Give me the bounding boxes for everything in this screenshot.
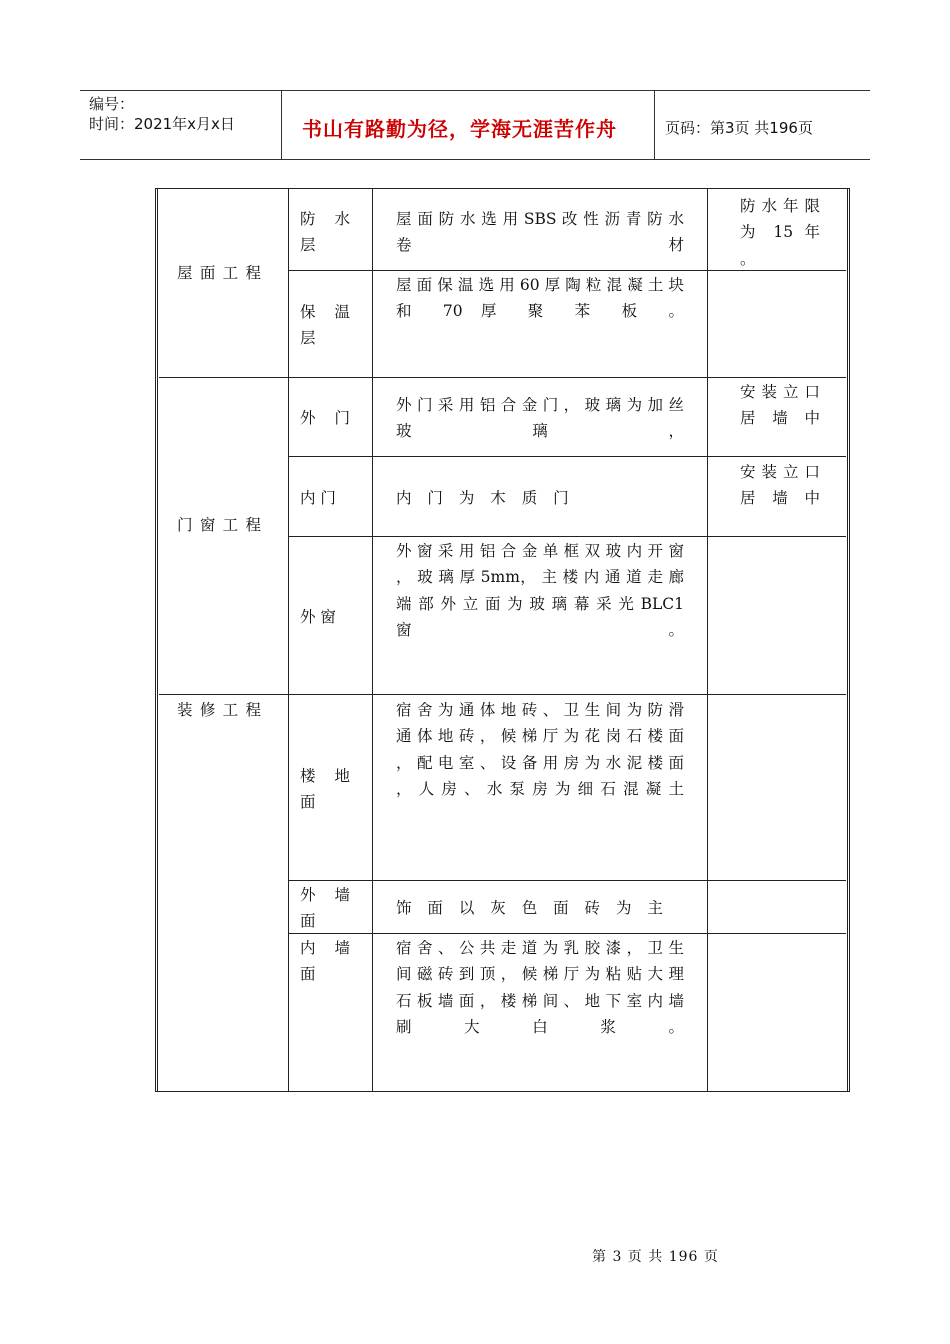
remark-interior-door: 安 装 立 口 居 墙 中: [740, 463, 820, 508]
description-floor: 宿 舍 为 通 体 地 砖 、 卫 生 间 为 防 滑 通 体 地 砖 ， 候 梯 厅 为 花 岗 石 楼 面 ， 配 电 室 、 设 备 用 房 为 水 泥 楼 面 ， 人 房 、 水 泵 房 为 细 石 混 凝 土: [396, 701, 684, 798]
table-bottom-border: [155, 1091, 850, 1092]
row-separator: [288, 933, 846, 934]
document-number-label: 编号：: [89, 95, 135, 113]
page-header: [80, 90, 870, 160]
description-interior-wall: 宿 舍 、 公 共 走 道 为 乳 胶 漆 ， 卫 生 间 磁 砖 到 顶 ， 候 梯 厅 为 粘 贴 大 理 石 板 墙 面 ， 楼 梯 间 、 地 下 室 内 墙 刷 大 白 浆 。: [396, 939, 684, 1036]
description-exterior-door: 外 门 采 用 铝 合 金 门 ， 玻 璃 为 加 丝 玻 璃 ，: [396, 396, 684, 441]
row-separator: [288, 456, 846, 457]
item-floor: 楼 地 面: [300, 767, 350, 812]
item-exterior-window: 外 窗: [300, 608, 336, 626]
item-interior-wall: 内 墙 面: [300, 939, 350, 984]
section-separator: [159, 377, 846, 378]
table-top-border: [155, 188, 850, 189]
item-exterior-wall: 外 墙 面: [300, 886, 350, 931]
category-roof: 屋 面 工 程: [177, 264, 261, 282]
header-motto: 书山有路勤为径，学海无涯苦作舟: [302, 117, 617, 141]
header-page-info: 页码：第3页 共196页: [665, 119, 813, 137]
document-date: 时间：2021年x月x日: [89, 115, 235, 133]
construction-table: [155, 188, 850, 1092]
row-separator: [288, 880, 846, 881]
table-right-border: [847, 188, 850, 1092]
page-footer: 第 3 页 共 196 页: [592, 1249, 719, 1265]
item-interior-door: 内 门: [300, 489, 336, 507]
header-meta: [80, 91, 282, 159]
description-exterior-wall: 饰 面 以 灰 色 面 砖 为 主: [396, 899, 664, 917]
remark-waterproof: 防 水 年 限 为 15 年 。: [740, 197, 820, 268]
description-waterproof: 屋 面 防 水 选 用 SBS 改 性 沥 青 防 水 卷 材: [396, 210, 684, 255]
category-doors-windows: 门 窗 工 程: [177, 516, 261, 534]
row-separator: [288, 536, 846, 537]
section-separator: [159, 694, 846, 695]
divider-description: [707, 188, 708, 1092]
header-page-cell: [655, 91, 870, 159]
item-exterior-door: 外 门: [300, 409, 350, 427]
divider-item: [372, 188, 373, 1092]
item-insulation: 保 温 层: [300, 303, 350, 348]
divider-category: [288, 188, 289, 1092]
header-motto-cell: [282, 91, 655, 159]
description-insulation: 屋 面 保 温 选 用 60 厚 陶 粒 混 凝 土 块 和 70 厚 聚 苯 板 。: [396, 276, 684, 321]
remark-exterior-door: 安 装 立 口 居 墙 中: [740, 383, 820, 428]
description-exterior-window: 外 窗 采 用 铝 合 金 单 框 双 玻 内 开 窗 ， 玻 璃 厚 5mm， 主 楼 内 通 道 走 廊 端 部 外 立 面 为 玻 璃 幕 采 光 BLC1 窗 。: [396, 542, 684, 639]
table-left-border: [155, 188, 158, 1092]
item-waterproof: 防 水 层: [300, 210, 350, 255]
description-interior-door: 内 门 为 木 质 门: [396, 489, 570, 507]
category-decoration: 装 修 工 程: [177, 701, 261, 719]
